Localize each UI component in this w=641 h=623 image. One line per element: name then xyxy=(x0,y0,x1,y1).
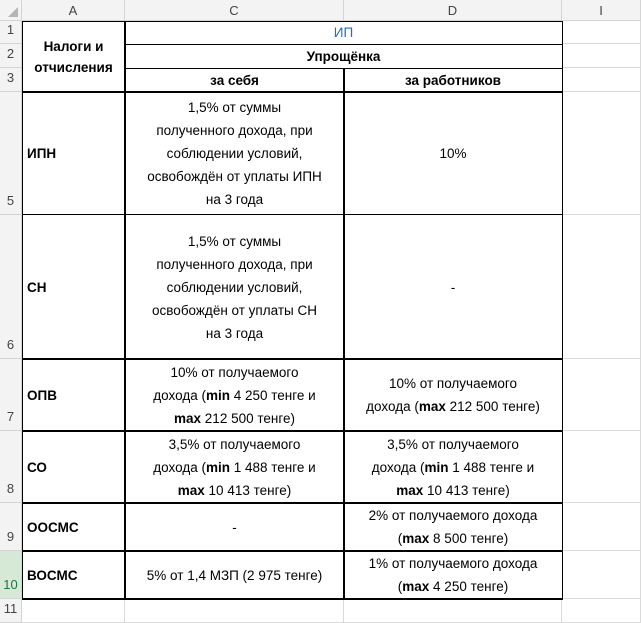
self-value-cell[interactable] xyxy=(125,431,344,503)
text-part: 1 488 тенге и xyxy=(448,459,535,475)
self-value-cell[interactable] xyxy=(125,359,344,431)
text-part: ( xyxy=(397,531,403,546)
border-line xyxy=(22,91,563,93)
text-part: 10 413 тенге) xyxy=(204,482,292,498)
row-header-6[interactable]: 6 xyxy=(0,215,22,359)
border-line xyxy=(22,550,563,552)
column-header-c[interactable]: C xyxy=(125,0,344,21)
employees-value-line: 10% от получаемого xyxy=(388,376,518,391)
border-line xyxy=(22,21,23,600)
tax-name-cell[interactable] xyxy=(22,215,125,359)
tax-name-cell[interactable] xyxy=(22,359,125,431)
max-label: max xyxy=(418,399,446,414)
empty-cell[interactable] xyxy=(562,215,641,359)
min-label: min xyxy=(424,459,449,475)
min-label: min xyxy=(205,459,230,475)
empty-cell[interactable] xyxy=(562,44,641,68)
self-value-line xyxy=(178,479,291,502)
empty-cell[interactable] xyxy=(562,359,641,431)
border-line xyxy=(22,430,563,432)
border-line xyxy=(22,214,563,215)
column-header-d[interactable]: D xyxy=(344,0,562,21)
self-value-line: 3,5% от получаемого xyxy=(168,436,301,452)
min-label: min xyxy=(205,387,230,403)
border-line xyxy=(343,68,345,600)
employees-header-text: за работников xyxy=(405,72,501,88)
self-header-cell[interactable] xyxy=(125,68,344,92)
text-part: 4 250 тенге и xyxy=(229,387,316,403)
max-label: max xyxy=(174,410,202,426)
row-header-3[interactable]: 3 xyxy=(0,68,22,92)
tax-name-text: СН xyxy=(27,279,47,295)
self-value-line: 1,5% от суммы xyxy=(187,233,282,249)
row-header-2[interactable]: 2 xyxy=(0,44,22,68)
max-label: max xyxy=(402,531,430,546)
empty-cell[interactable] xyxy=(562,21,641,44)
employees-value-line xyxy=(398,575,508,598)
employees-value-line: 2% от получаемого дохода xyxy=(368,508,538,523)
border-line xyxy=(22,598,563,600)
ip-title-cell[interactable] xyxy=(125,21,562,44)
self-value-line: освобождён от уплаты ИПН xyxy=(147,169,322,184)
tax-name-cell[interactable] xyxy=(22,503,125,551)
text-part: ( xyxy=(397,579,403,594)
row-header-9[interactable]: 9 xyxy=(0,503,22,551)
employees-value-line xyxy=(396,479,509,502)
self-value-line: соблюдении условий, xyxy=(166,279,303,295)
empty-cell[interactable] xyxy=(562,68,641,92)
max-label: max xyxy=(396,482,424,498)
empty-cell[interactable] xyxy=(562,431,641,503)
border-line xyxy=(562,21,563,600)
employees-value-line xyxy=(366,395,540,418)
self-value-cell[interactable] xyxy=(125,551,344,599)
tax-name-cell[interactable] xyxy=(22,551,125,599)
text-part: 1 488 тенге и xyxy=(229,459,316,475)
taxes-header-text: Налоги и отчисления xyxy=(34,38,113,75)
row-header-5[interactable]: 5 xyxy=(0,92,22,215)
self-value-line: освобождён от уплаты СН xyxy=(152,302,317,318)
empty-cell[interactable] xyxy=(344,599,562,623)
employees-value-cell[interactable] xyxy=(344,551,562,599)
self-value-line xyxy=(153,456,315,479)
employees-value-line: 1% от получаемого дохода xyxy=(368,556,538,571)
empty-cell[interactable] xyxy=(125,599,344,623)
self-value-text: 5% от 1,4 МЗП (2 975 тенге) xyxy=(146,567,323,583)
text-part: дохода ( xyxy=(153,459,206,475)
ip-title-text: ИП xyxy=(333,25,354,40)
empty-cell[interactable] xyxy=(562,551,641,599)
taxes-header-cell[interactable] xyxy=(22,21,125,92)
tax-name-text: ООСМС xyxy=(27,519,79,535)
employees-value-text: 10% xyxy=(439,146,467,161)
text-part: дохода ( xyxy=(153,387,206,403)
employees-value-cell[interactable] xyxy=(344,92,562,215)
self-value-cell[interactable] xyxy=(125,215,344,359)
tax-name-text: ВОСМС xyxy=(27,567,78,583)
employees-value-line: 3,5% от получаемого xyxy=(387,436,519,452)
empty-cell[interactable] xyxy=(562,599,641,623)
regime-header-text: Упрощёнка xyxy=(306,48,381,64)
self-value-cell[interactable] xyxy=(125,92,344,215)
border-line xyxy=(22,21,563,22)
tax-name-cell[interactable] xyxy=(22,92,125,215)
border-line xyxy=(124,21,126,600)
regime-header-cell[interactable] xyxy=(125,44,562,68)
max-label: max xyxy=(402,579,430,594)
employees-header-cell[interactable] xyxy=(344,68,562,92)
employees-value-text: - xyxy=(450,279,456,295)
employees-value-cell[interactable] xyxy=(344,431,562,503)
max-label: max xyxy=(177,482,205,498)
row-header-1[interactable]: 1 xyxy=(0,21,22,44)
self-value-text: - xyxy=(232,519,237,535)
employees-value-cell[interactable] xyxy=(344,359,562,431)
row-header-11[interactable]: 11 xyxy=(0,599,22,623)
self-value-line: полученного дохода, при xyxy=(156,123,313,138)
empty-cell[interactable] xyxy=(562,503,641,551)
border-line xyxy=(22,502,563,504)
employees-value-cell[interactable] xyxy=(344,215,562,359)
employees-value-line xyxy=(372,456,534,479)
row-header-10[interactable]: 10 xyxy=(0,551,22,599)
column-header-i[interactable]: I xyxy=(562,0,641,21)
employees-value-line xyxy=(398,527,508,550)
empty-cell[interactable] xyxy=(22,599,125,623)
self-value-line: на 3 года xyxy=(205,325,264,341)
self-value-line xyxy=(174,407,295,430)
border-line xyxy=(22,358,563,360)
employees-value-cell[interactable] xyxy=(344,503,562,551)
text-part: 10 413 тенге) xyxy=(423,482,510,498)
column-header-a[interactable]: A xyxy=(22,0,125,21)
self-header-text: за себя xyxy=(210,72,259,88)
text-part: дохода ( xyxy=(366,399,419,414)
self-value-cell[interactable] xyxy=(125,503,344,551)
tax-name-text: ИПН xyxy=(27,146,57,161)
self-value-line: 1,5% от суммы xyxy=(187,100,282,115)
text-part: дохода ( xyxy=(371,459,425,475)
self-value-line: соблюдении условий, xyxy=(166,146,303,161)
row-header-8[interactable]: 8 xyxy=(0,431,22,503)
text-part: 212 500 тенге) xyxy=(445,399,540,414)
tax-name-text: ОПВ xyxy=(27,387,57,403)
tax-name-cell[interactable] xyxy=(22,431,125,503)
tax-name-text: СО xyxy=(27,459,47,475)
border-line xyxy=(125,44,563,45)
self-value-line: 10% от получаемого xyxy=(170,364,299,380)
self-value-line: на 3 года xyxy=(205,192,264,207)
row-header-7[interactable]: 7 xyxy=(0,359,22,431)
text-part: 8 500 тенге) xyxy=(429,531,509,546)
empty-cell[interactable] xyxy=(562,92,641,215)
self-value-line: полученного дохода, при xyxy=(156,256,313,272)
select-all-corner[interactable] xyxy=(0,0,22,21)
text-part: 4 250 тенге) xyxy=(429,579,509,594)
text-part: 212 500 тенге) xyxy=(201,410,295,426)
self-value-line xyxy=(153,384,315,407)
